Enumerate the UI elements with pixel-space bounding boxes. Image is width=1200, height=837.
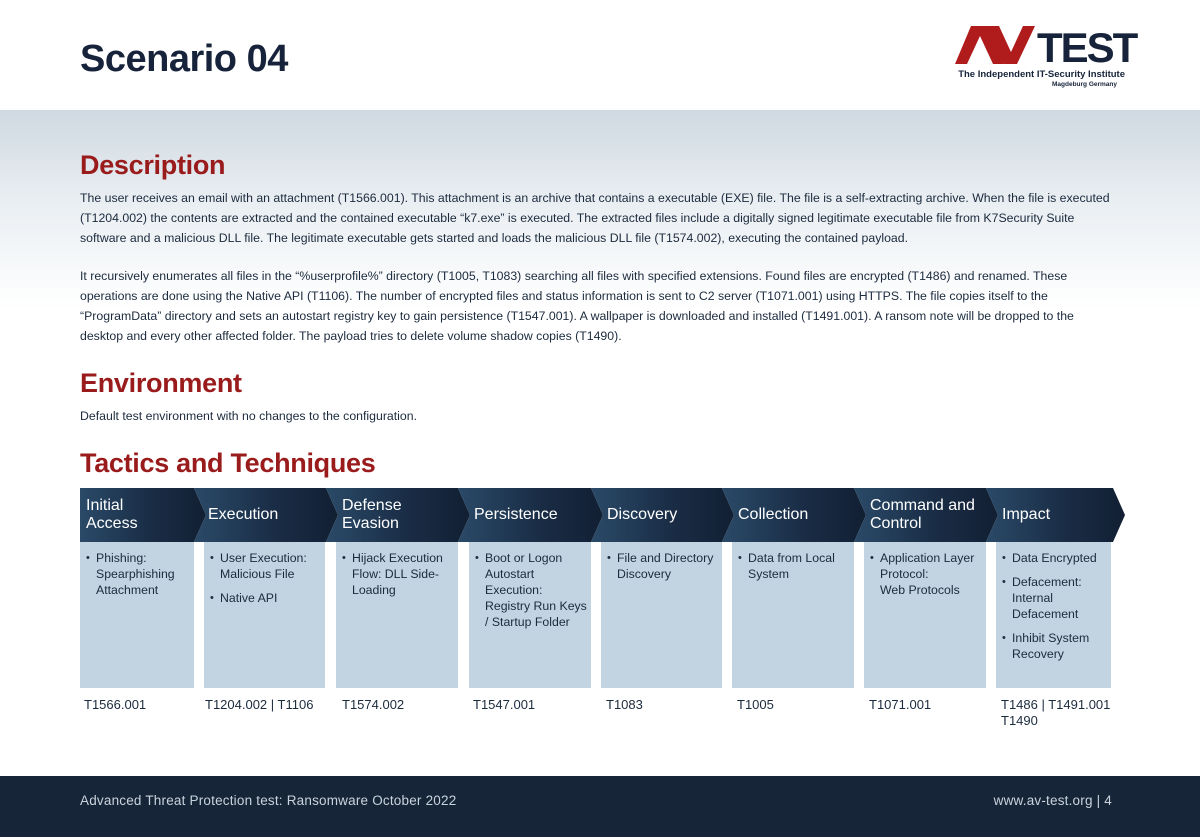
tactic-header-collection [732, 488, 854, 542]
tactic-header-persistence [468, 488, 591, 542]
environment-heading: Environment [80, 368, 242, 398]
tactic-label: Persistence [474, 506, 558, 523]
technique-id-discovery: T1083 [606, 697, 643, 712]
technique-id-execution: T1204.002 | T1106 [205, 697, 314, 712]
technique-id-command-and-control: T1071.001 [869, 697, 932, 712]
page-header [0, 0, 1200, 110]
technique-id-impact: T1486 | T1491.001 T1490 [1001, 697, 1111, 728]
tactics-heading: Tactics and Techniques [80, 448, 376, 478]
tactic-header-impact [996, 488, 1113, 542]
technique-item: • User Execution: Malicious File [210, 550, 321, 582]
technique-id-defense-evasion: T1574.002 [342, 697, 405, 712]
technique-box-collection [732, 542, 854, 688]
tactic-label: Execution [208, 506, 279, 523]
technique-box-discovery [601, 542, 722, 688]
technique-item: • File and Directory Discovery [607, 550, 718, 582]
technique-item: • Defacement: Internal Defacement [1002, 574, 1107, 622]
tactic-header-execution [202, 488, 326, 542]
tactic-label: Command and Control [870, 497, 975, 532]
technique-box-impact [996, 542, 1111, 688]
technique-id-persistence: T1547.001 [473, 697, 536, 712]
logo-location: Magdeburg Germany [1051, 81, 1117, 88]
page-title: Scenario 04 [80, 38, 288, 80]
page-footer [0, 776, 1200, 837]
technique-id-collection: T1005 [737, 697, 774, 712]
technique-box-persistence [469, 542, 591, 688]
environment-text: Default test environment with no changes to the configuration. [80, 409, 417, 423]
logo-tagline: The Independent IT-Security Institute [958, 69, 1125, 80]
tactic-label: Initial Access [86, 497, 138, 532]
description-paragraph-1: The user receives an email with an attachment (T1566.001). This attachment is an archive that contains a executable (EXE) file. The file is a self-extracting archive. When the file is executed (T1204.002) the contents are extracted and the contained executable “k7.exe” is executed. The extracted files include a digitally signed legitimate executable file from K7Security Suite software and a malicious DLL file. The legitimate executable gets started and loads the malicious DLL file (T1574.002), executing the contained payload. [80, 191, 1110, 245]
technique-item: • Data from Local System [738, 550, 850, 582]
tactic-header-discovery [601, 488, 722, 542]
technique-item: • Inhibit System Recovery [1002, 630, 1107, 662]
tactic-header-defense-evasion [336, 488, 458, 542]
technique-box-initial-access [80, 542, 194, 688]
technique-box-defense-evasion [336, 542, 458, 688]
technique-item: • Data Encrypted [1002, 550, 1107, 566]
technique-item: • Hijack Execution Flow: DLL Side-Loading [342, 550, 454, 598]
description-heading: Description [80, 150, 226, 180]
tactic-label: Impact [1002, 506, 1051, 523]
av-test-logo [955, 24, 1137, 90]
technique-box-execution [204, 542, 325, 688]
tactic-label: Discovery [607, 506, 678, 523]
technique-item: • Boot or Logon Autostart Execution: Registry Run Keys / Startup Folder [475, 550, 587, 630]
description-paragraph-2: It recursively enumerates all files in the “%userprofile%” directory (T1005, T1083) searching all files with specified extensions. Found files are encrypted (T1486) and renamed. These operations are done using the Native API (T1106). The number of encrypted files and status information is sent to C2 server (T1071.001) using HTTPS. The file copies itself to the “ProgramData” directory and sets an autostart registry key to gain persistence (T1547.001). A wallpaper is downloaded and installed (T1491.001). A ransom note will be dropped to the desktop and every other affected folder. The payload tries to delete volume shadow copies (T1490). [80, 269, 1074, 343]
technique-box-command-and-control [864, 542, 986, 688]
footer-website-page: www.av-test.org | 4 [993, 793, 1112, 808]
technique-id-initial-access: T1566.001 [84, 697, 147, 712]
tactic-label: Collection [738, 506, 809, 523]
av-test-logo-mark [955, 24, 1137, 71]
footer-report-title: Advanced Threat Protection test: Ransomware October 2022 [80, 793, 457, 808]
technique-item: • Application Layer Protocol: Web Protocols [870, 550, 982, 598]
tactic-header-command-and-control [864, 488, 986, 542]
technique-item: • Phishing: Spearphishing Attachment [86, 550, 190, 598]
tactic-label: Defense Evasion [342, 497, 402, 532]
tactics-chevron-bar [80, 488, 1125, 544]
tactic-header-initial-access [80, 488, 194, 542]
technique-item: • Native API [210, 590, 321, 606]
svg-text:TEST: TEST [1037, 24, 1137, 71]
